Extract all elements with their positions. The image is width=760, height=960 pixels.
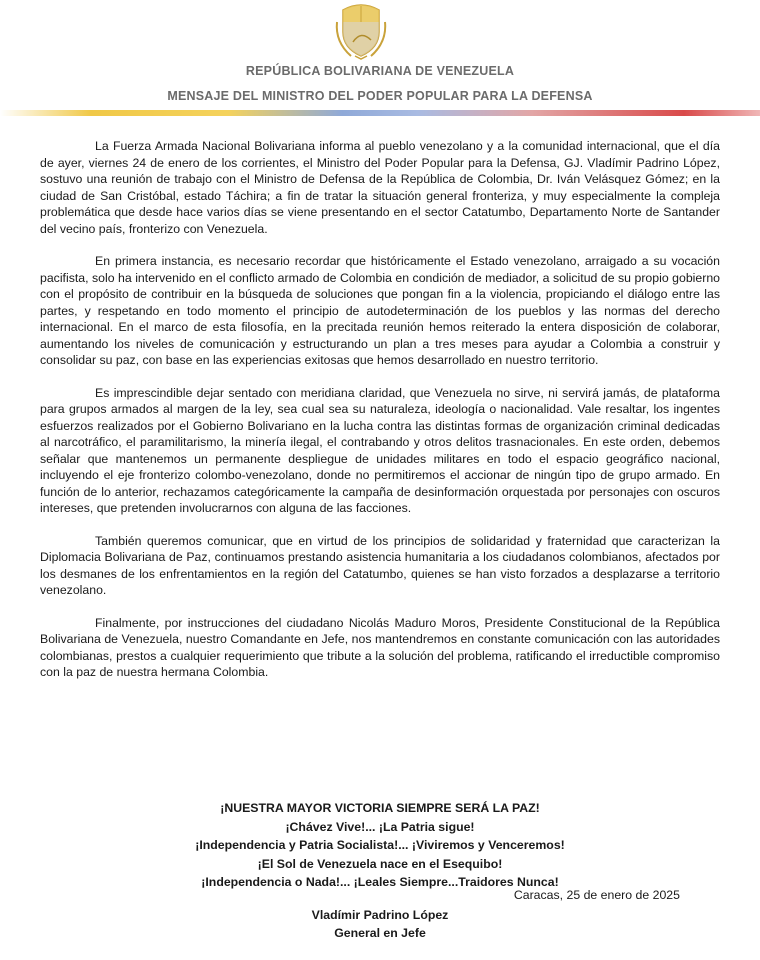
slogan-line: ¡Independencia y Patria Socialista!... ¡Viviremos y Venceremos! (195, 838, 565, 852)
paragraph: También queremos comunicar, que en virtud de los principios de solidaridad y fraternidad que caracterizan la Diplomacia Bolivariana de Paz, continuamos prestando asistencia humanitaria a los ciudadanos colombianos, afectados por los desmanes de los enfrentamientos en la región del Catatumbo, quienes se han visto forzados a desplazarse a territorio venezolano. (40, 533, 720, 597)
slogan-line: ¡NUESTRA MAYOR VICTORIA SIEMPRE SERÁ LA PAZ! (220, 801, 540, 815)
message-body (40, 138, 720, 697)
flag-color-bar (0, 110, 760, 116)
signer-title: General en Jefe (334, 926, 426, 940)
slogans (0, 799, 760, 892)
paragraph: Finalmente, por instrucciones del ciudadano Nicolás Maduro Moros, Presidente Constitucional de la República Bolivariana de Venezuela, nuestro Comandante en Jefe, nos mantendremos en constante comunicación con las autoridades colombianas, prestos a cualquier requerimiento que tribute a la solución del problema, ratificando el irreductible compromiso con la paz de nuestra hermana Colombia. (40, 615, 720, 679)
slogan-line: ¡Independencia o Nada!... ¡Leales Siempre...Traidores Nunca! (201, 875, 559, 889)
slogan-line: ¡El Sol de Venezuela nace en el Esequibo! (257, 856, 503, 871)
date-line: Caracas, 25 de enero de 2025 (513, 888, 680, 902)
header-country: REPÚBLICA BOLIVARIANA DE VENEZUELA (245, 64, 515, 78)
slogan-line: ¡Chávez Vive!... ¡La Patria sigue! (285, 819, 475, 834)
paragraph: Es imprescindible dejar sentado con meridiana claridad, que Venezuela no sirve, ni servirá jamás, de plataforma para grupos armados al margen de la ley, sea cual sea su naturaleza, ideología o nacionalidad. Vale resaltar, los ingentes esfuerzos realizados por el Gobierno Bolivariano en la lucha contra las distintas formas de organización criminal dedicadas al narcotráfico, el paramilitarismo, la minería ilegal, el contrabando y otros delitos trasnacionales. En este orden, debemos señalar que mantenemos un permanente despliegue de unidades militares en todo el espacio geográfico nacional, incluyendo el eje fronterizo colombo-venezolano, donde no permitiremos el accionar de ningún tipo de grupo armado. En función de lo anterior, rechazamos categóricamente la campaña de desinformación orquestada por personajes con oscuros intereses, que pretenden involucrarnos con alguna de las facciones. (40, 385, 720, 515)
header-ministry: MENSAJE DEL MINISTRO DEL PODER POPULAR PARA LA DEFENSA (167, 89, 593, 103)
venezuela-coat-of-arms-icon (333, 2, 389, 60)
signature-block (0, 906, 760, 942)
signer-name: Vladímir Padrino López (311, 908, 449, 922)
paragraph: En primera instancia, es necesario recordar que históricamente el Estado venezolano, arraigado a su vocación pacifista, solo ha intervenido en el conflicto armado de Colombia en condición de mediador, a solicitud de su propio gobierno con el propósito de contribuir en la búsqueda de soluciones que pongan fin a la violencia, propiciando el diálogo entre las partes, y respetando en todo momento el principio de autodeterminación de los pueblos y las normas del derecho internacional. En el marco de esta filosofía, en la precitada reunión hemos reiterado la entera disposición de colaborar, aumentando los niveles de comunicación y estructurando un plan a tres meses para ayudar a Colombia a construir y consolidar su paz, con base en las experiencias exitosas que hemos desarrollado en nuestro territorio. (40, 254, 720, 367)
paragraph: La Fuerza Armada Nacional Bolivariana informa al pueblo venezolano y a la comunidad internacional, que el día de ayer, viernes 24 de enero de los corrientes, el Ministro del Poder Popular para la Defensa, GJ. Vladímir Padrino López, sostuvo una reunión de trabajo con el Ministro de Defensa de la República de Colombia, Dr. Iván Velásquez Gómez; en la ciudad de San Cristóbal, estado Táchira; a fin de tratar la situación general fronteriza, y muy especialmente la compleja problemática que desde hace varios días se viene presentando en el sector Catatumbo, Departamento Norte de Santander del vecino país, fronterizo con Venezuela. (40, 139, 720, 236)
